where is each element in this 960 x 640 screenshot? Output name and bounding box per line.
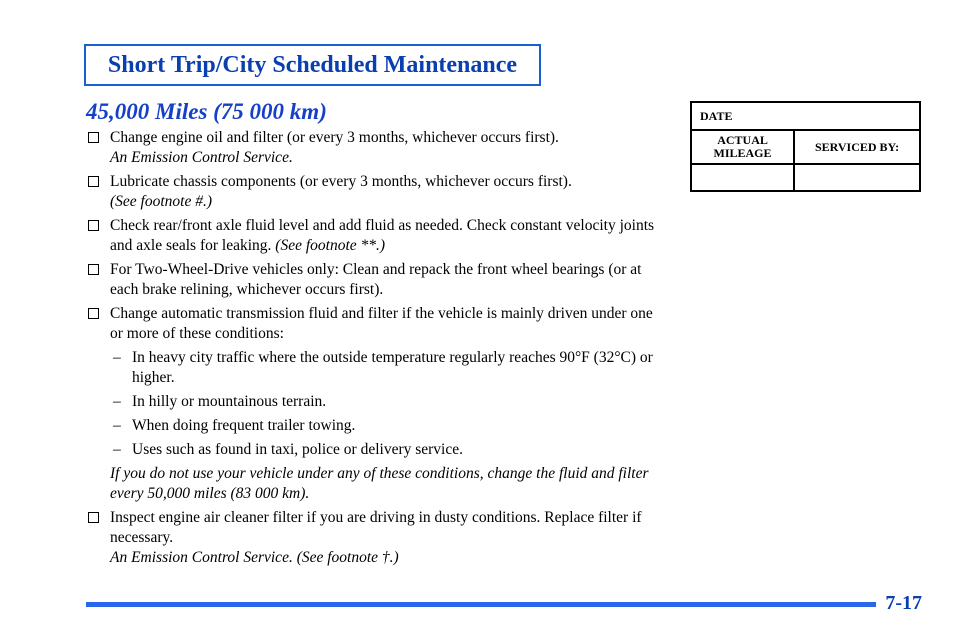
service-log-table — [690, 101, 921, 192]
checkbox[interactable] — [88, 308, 99, 319]
item-text: Lubricate chassis components (or every 3 months, whichever occurs first). — [110, 173, 572, 190]
item-text: Inspect engine air cleaner filter if you are driving in dusty conditions. Replace filter if necessary. — [110, 509, 642, 546]
page-header — [84, 44, 541, 86]
checkbox[interactable] — [88, 220, 99, 231]
checklist-item — [86, 216, 666, 256]
condition-text: In hilly or mountainous terrain. — [132, 393, 327, 410]
item-note: (See footnote **.) — [275, 237, 386, 254]
serviced-by-entry-cell[interactable] — [794, 164, 920, 191]
dash-bullet: – — [113, 349, 121, 366]
page-number: 7-17 — [885, 592, 922, 614]
condition-item — [86, 440, 666, 460]
maintenance-list — [86, 128, 666, 572]
header-title: Short Trip/City Scheduled Maintenance — [107, 51, 518, 78]
item-note: (See footnote #.) — [110, 193, 213, 210]
item-note: An Emission Control Service. (See footnote †.) — [110, 549, 399, 566]
condition-item — [86, 348, 666, 388]
section-title: 45,000 Miles (75 000 km) — [86, 99, 327, 124]
checkbox[interactable] — [88, 512, 99, 523]
checklist-item — [86, 508, 666, 568]
mileage-entry-cell[interactable] — [691, 164, 794, 191]
condition-text: In heavy city traffic where the outside temperature regularly reaches 90°F (32°C) or higher. — [132, 349, 653, 386]
item-text: For Two-Wheel-Drive vehicles only: Clean and repack the front wheel bearings (or at each brake relining, whichever occurs first). — [110, 261, 642, 298]
checklist-item — [86, 260, 666, 300]
footer-rule — [86, 602, 876, 607]
conditions-note: If you do not use your vehicle under any of these conditions, change the fluid and filter every 50,000 miles (83 000 km). — [110, 465, 649, 502]
condition-item — [86, 392, 666, 412]
item-text: Change automatic transmission fluid and filter if the vehicle is mainly driven under one or more of these conditions: — [110, 305, 653, 342]
item-text: Change engine oil and filter (or every 3 months, whichever occurs first). — [110, 129, 559, 146]
item-text: Check rear/front axle fluid level and add fluid as needed. Check constant velocity joints and axle seals for leaking. — [110, 217, 655, 254]
checklist-item — [86, 172, 666, 212]
date-cell[interactable]: DATE — [691, 102, 920, 130]
checkbox[interactable] — [88, 264, 99, 275]
condition-text: Uses such as found in taxi, police or delivery service. — [132, 441, 464, 458]
condition-text: When doing frequent trailer towing. — [132, 417, 356, 434]
checkbox[interactable] — [88, 176, 99, 187]
actual-mileage-header: ACTUAL MILEAGE — [691, 130, 794, 164]
checklist-item — [86, 128, 666, 168]
dash-bullet: – — [113, 441, 121, 458]
item-note: An Emission Control Service. — [110, 149, 293, 166]
checkbox[interactable] — [88, 132, 99, 143]
checklist-item — [86, 304, 666, 344]
condition-item — [86, 416, 666, 436]
dash-bullet: – — [113, 417, 121, 434]
serviced-by-header: SERVICED BY: — [794, 130, 920, 164]
dash-bullet: – — [113, 393, 121, 410]
